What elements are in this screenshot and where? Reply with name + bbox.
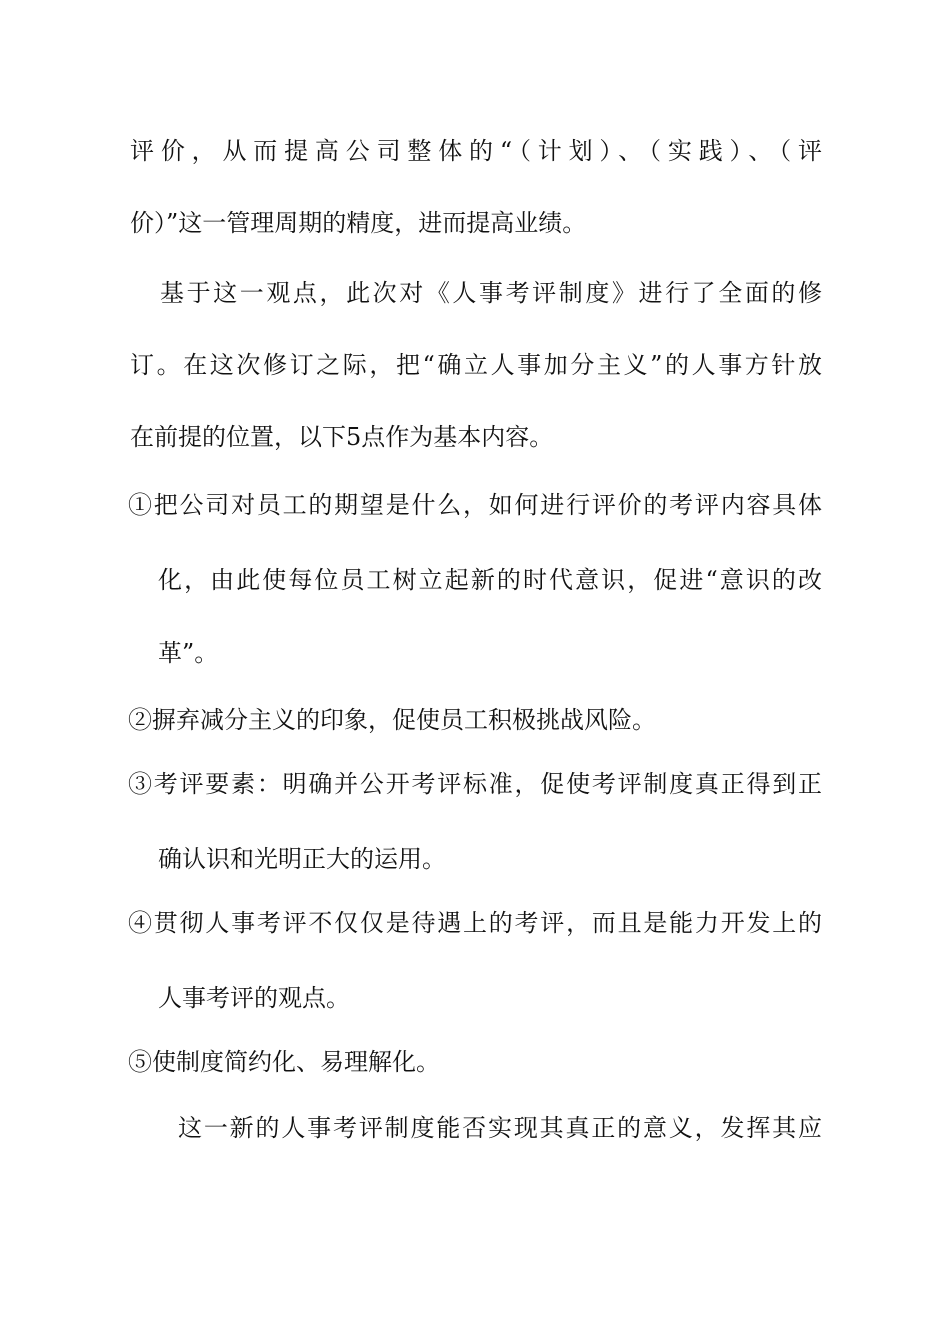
list-item-3-line-1: ③考评要素：明确并公开考评标准，促使考评制度真正得到正: [128, 770, 822, 798]
paragraph-3-line-1: 这一新的人事考评制度能否实现其真正的意义，发挥其应: [178, 1114, 822, 1142]
paragraph-1-line-1: 评价，从而提高公司整体的“（计划）、（实践）、（评: [130, 137, 822, 165]
list-item-3-line-2: 确认识和光明正大的运用。: [158, 845, 446, 873]
list-item-1-line-1: ①把公司对员工的期望是什么，如何进行评价的考评内容具体: [128, 491, 822, 519]
list-item-4-line-1: ④贯彻人事考评不仅仅是待遇上的考评，而且是能力开发上的: [128, 909, 822, 937]
list-item-5-line-1: ⑤使制度简约化、易理解化。: [128, 1048, 440, 1076]
list-item-1-line-2: 化，由此使每位员工树立起新的时代意识，促进“意识的改: [158, 566, 822, 594]
list-item-1-line-3: 革”。: [158, 639, 219, 667]
paragraph-2-line-2: 订。在这次修订之际，把“确立人事加分主义”的人事方针放: [130, 351, 822, 379]
paragraph-2-line-3: 在前提的位置，以下5点作为基本内容。: [130, 423, 554, 451]
paragraph-2-line-1: 基于这一观点，此次对《人事考评制度》进行了全面的修: [160, 279, 822, 307]
list-item-2-line-1: ②摒弃减分主义的印象，促使员工积极挑战风险。: [128, 706, 656, 734]
list-item-4-line-2: 人事考评的观点。: [158, 984, 350, 1012]
paragraph-1-line-2: 价）”这一管理周期的精度，进而提高业绩。: [130, 209, 587, 237]
